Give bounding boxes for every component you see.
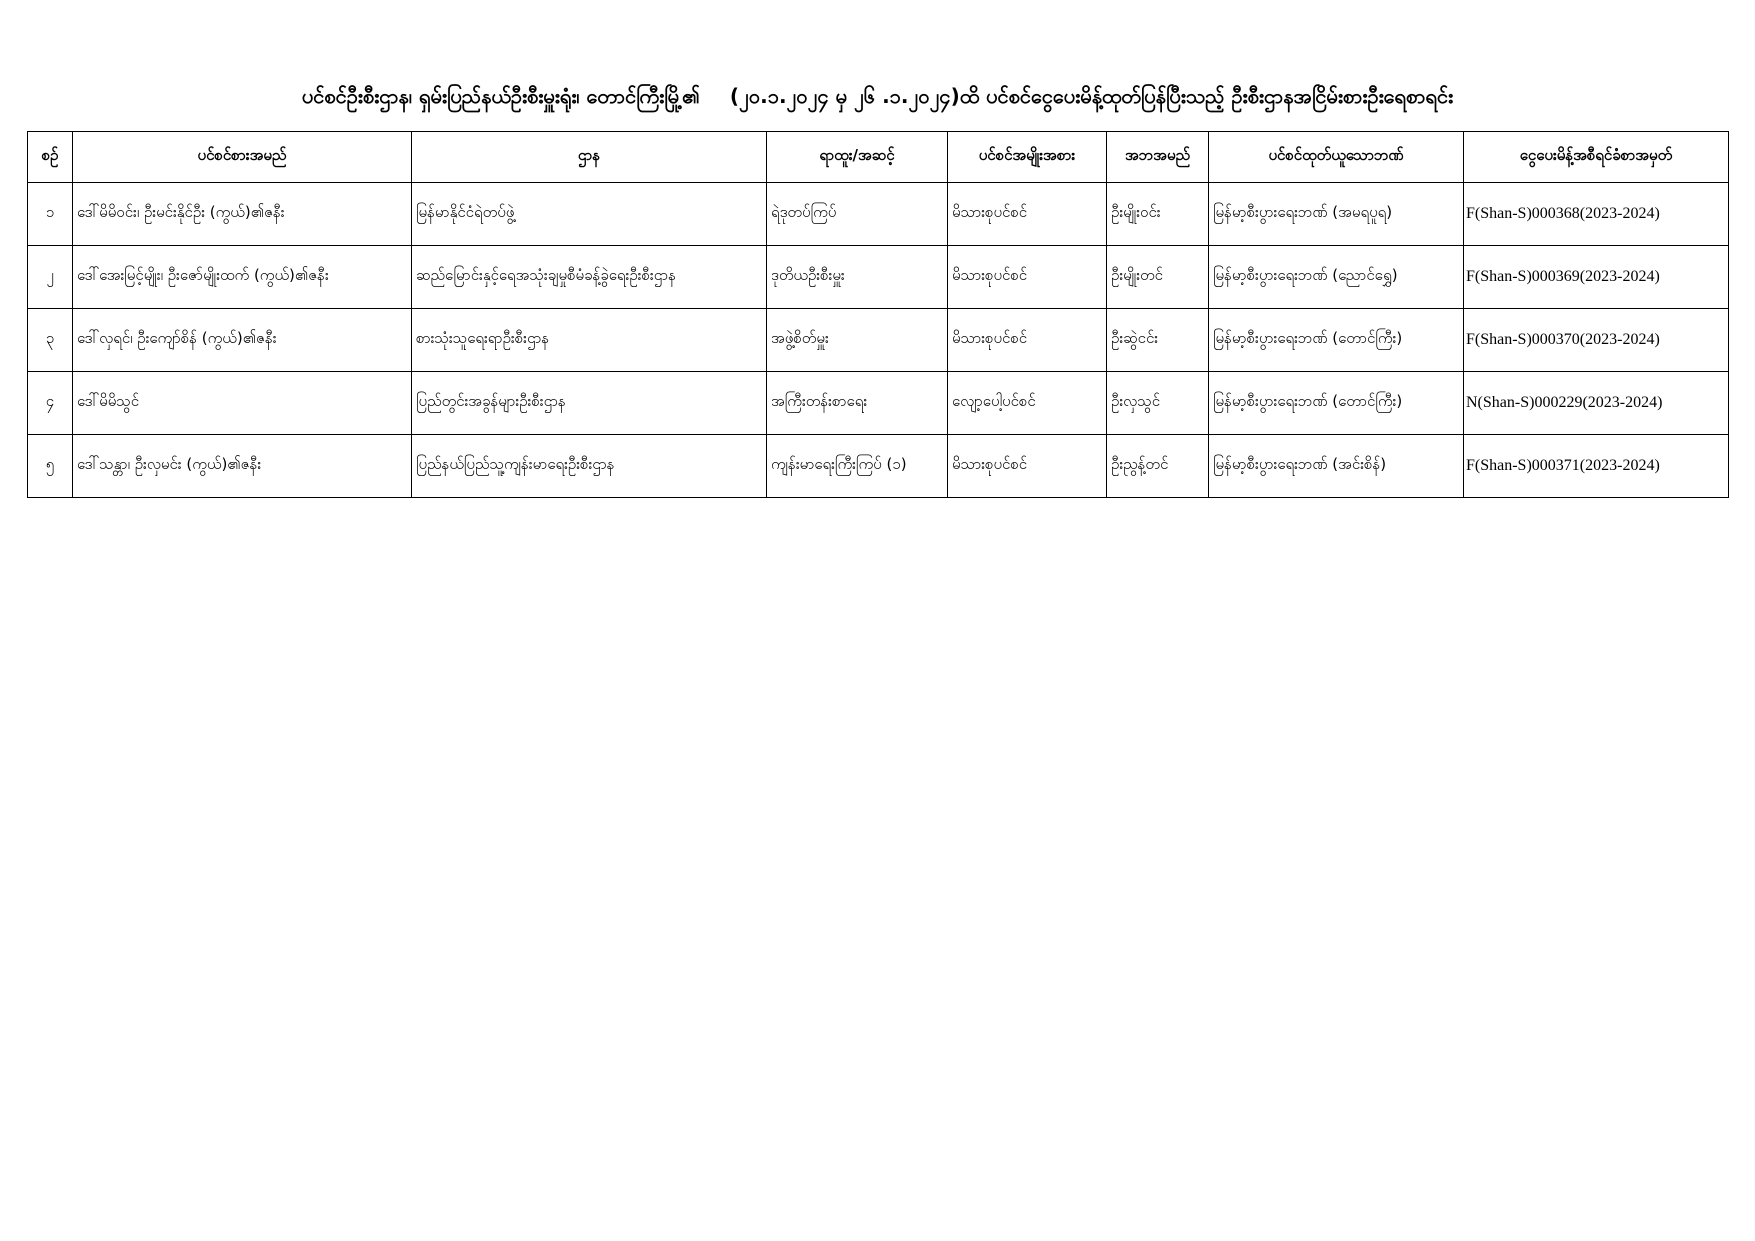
cell-position: အဖွဲ့စိတ်မှူး bbox=[767, 309, 948, 372]
pension-records-table bbox=[27, 131, 1729, 498]
cell-order-number: F(Shan-S)000371(2023-2024) bbox=[1464, 435, 1729, 498]
header-department: ဌာန bbox=[412, 132, 767, 183]
cell-order-number: F(Shan-S)000369(2023-2024) bbox=[1464, 246, 1729, 309]
cell-pension-type: လျော့ပေါ့ပင်စင် bbox=[948, 372, 1107, 435]
page-title-part-1: ပင်စင်ဦးစီးဌာန၊ ရှမ်းပြည်နယ်ဦးစီးမှူးရုံး၊ တောင်ကြီးမြို့၏ bbox=[301, 84, 700, 108]
cell-serial-no: ၃ bbox=[28, 309, 73, 372]
cell-father-name: ဦးညွန့်တင် bbox=[1107, 435, 1209, 498]
cell-order-number: F(Shan-S)000368(2023-2024) bbox=[1464, 183, 1729, 246]
cell-position: ရဲဒုတပ်ကြပ် bbox=[767, 183, 948, 246]
header-pension-type: ပင်စင်အမျိုးအစား bbox=[948, 132, 1107, 183]
header-pensioner-name: ပင်စင်စားအမည် bbox=[73, 132, 412, 183]
table-row bbox=[28, 309, 1729, 372]
cell-bank: မြန်မာ့စီးပွားရေးဘဏ် (ညောင်ရွှေ) bbox=[1209, 246, 1464, 309]
cell-pensioner-name: ဒေါ်မိမိဝင်း၊ ဦးမင်းနိုင်ဦး (ကွယ်)၏ဇနီး bbox=[73, 183, 412, 246]
header-order-number: ငွေပေးမိန့်အစီရင်ခံစာအမှတ် bbox=[1464, 132, 1729, 183]
cell-pensioner-name: ဒေါ်အေးမြင့်မျိုး၊ ဦးဇော်မျိုးထက် (ကွယ်)၏ဇနီး bbox=[73, 246, 412, 309]
cell-father-name: ဦးလှသွင် bbox=[1107, 372, 1209, 435]
cell-position: အကြီးတန်းစာရေး bbox=[767, 372, 948, 435]
cell-order-number: N(Shan-S)000229(2023-2024) bbox=[1464, 372, 1729, 435]
cell-pension-type: မိသားစုပင်စင် bbox=[948, 435, 1107, 498]
cell-serial-no: ၁ bbox=[28, 183, 73, 246]
cell-pension-type: မိသားစုပင်စင် bbox=[948, 246, 1107, 309]
cell-bank: မြန်မာ့စီးပွားရေးဘဏ် (တောင်ကြီး) bbox=[1209, 309, 1464, 372]
header-bank: ပင်စင်ထုတ်ယူသောဘဏ် bbox=[1209, 132, 1464, 183]
table-header-row bbox=[28, 132, 1729, 183]
table-row bbox=[28, 372, 1729, 435]
cell-pension-type: မိသားစုပင်စင် bbox=[948, 183, 1107, 246]
cell-bank: မြန်မာ့စီးပွားရေးဘဏ် (တောင်ကြီး) bbox=[1209, 372, 1464, 435]
cell-department: ပြည်တွင်းအခွန်များဦးစီးဌာန bbox=[412, 372, 767, 435]
header-position: ရာထူး/အဆင့် bbox=[767, 132, 948, 183]
cell-pensioner-name: ဒေါ်မိမိသွင် bbox=[73, 372, 412, 435]
cell-bank: မြန်မာ့စီးပွားရေးဘဏ် (အင်းစိန်) bbox=[1209, 435, 1464, 498]
cell-department: ပြည်နယ်ပြည်သူ့ကျန်းမာရေးဦးစီးဌာန bbox=[412, 435, 767, 498]
cell-department: စားသုံးသူရေးရာဦးစီးဌာန bbox=[412, 309, 767, 372]
cell-father-name: ဦးဆွဲငင်း bbox=[1107, 309, 1209, 372]
header-father-name: အဘအမည် bbox=[1107, 132, 1209, 183]
cell-father-name: ဦးမျိုးဝင်း bbox=[1107, 183, 1209, 246]
cell-bank: မြန်မာ့စီးပွားရေးဘဏ် (အမရပူရ) bbox=[1209, 183, 1464, 246]
cell-serial-no: ၂ bbox=[28, 246, 73, 309]
cell-pensioner-name: ဒေါ်သန္တာ၊ ဦးလှမင်း (ကွယ်)၏ဇနီး bbox=[73, 435, 412, 498]
header-serial-no: စဉ် bbox=[28, 132, 73, 183]
cell-pensioner-name: ဒေါ်လှရင်၊ ဦးကျော်စိန် (ကွယ်)၏ဇနီး bbox=[73, 309, 412, 372]
cell-department: ဆည်မြောင်းနှင့်ရေအသုံးချမှုစီမံခန့်ခွဲရေးဦးစီးဌာန bbox=[412, 246, 767, 309]
table-row bbox=[28, 246, 1729, 309]
page-title bbox=[0, 80, 1755, 112]
cell-serial-no: ၄ bbox=[28, 372, 73, 435]
cell-position: ကျန်းမာရေးကြီးကြပ် (၁) bbox=[767, 435, 948, 498]
page-title-part-2: (၂၀.၁.၂၀၂၄ မှ ၂၆ .၁.၂၀၂၄)ထိ ပင်စင်ငွေပေးမိန့်ထုတ်ပြန်ပြီးသည့် ဦးစီးဌာနအငြိမ်းစားဦးရေစာရင်း bbox=[729, 84, 1454, 108]
cell-order-number: F(Shan-S)000370(2023-2024) bbox=[1464, 309, 1729, 372]
cell-pension-type: မိသားစုပင်စင် bbox=[948, 309, 1107, 372]
table-row bbox=[28, 435, 1729, 498]
cell-department: မြန်မာနိုင်ငံရဲတပ်ဖွဲ့ bbox=[412, 183, 767, 246]
table-row bbox=[28, 183, 1729, 246]
cell-serial-no: ၅ bbox=[28, 435, 73, 498]
cell-position: ဒုတိယဦးစီးမှူး bbox=[767, 246, 948, 309]
cell-father-name: ဦးမျိုးတင် bbox=[1107, 246, 1209, 309]
